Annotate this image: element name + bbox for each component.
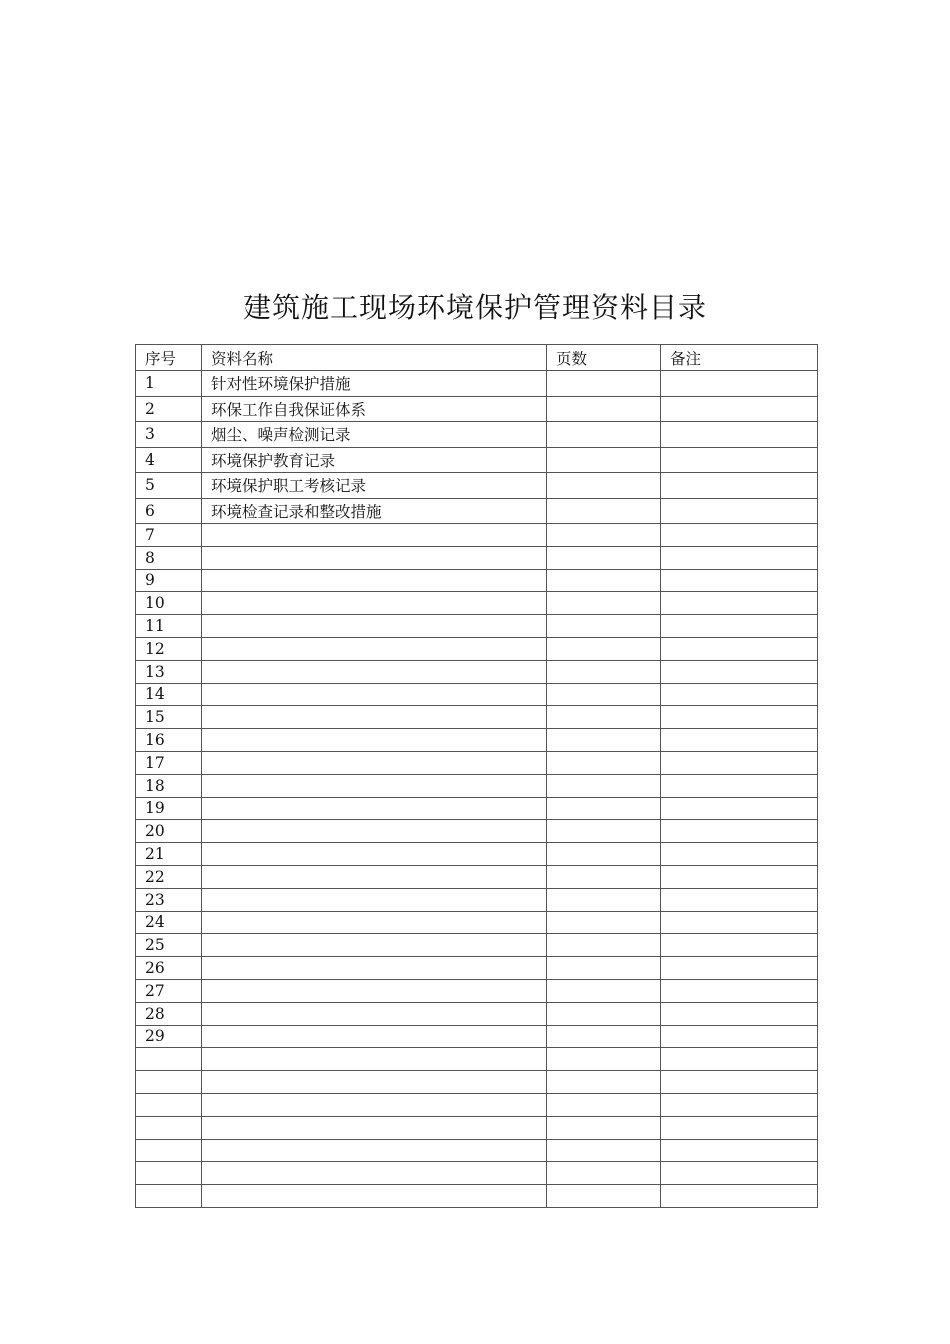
cell-name — [202, 1002, 547, 1025]
cell-remark — [661, 843, 818, 866]
cell-name — [202, 524, 547, 547]
cell-pages — [547, 371, 661, 397]
cell-pages — [547, 592, 661, 615]
cell-no: 1 — [136, 371, 202, 397]
cell-pages — [547, 637, 661, 660]
cell-no: 11 — [136, 615, 202, 638]
table-row — [136, 957, 818, 980]
cell-remark — [661, 774, 818, 797]
cell-name — [202, 592, 547, 615]
cell-remark — [661, 911, 818, 934]
cell-pages — [547, 524, 661, 547]
cell-no: 17 — [136, 751, 202, 774]
cell-name — [202, 774, 547, 797]
cell-pages — [547, 706, 661, 729]
table-row — [136, 473, 818, 499]
table-row — [136, 1093, 818, 1116]
cell-pages — [547, 865, 661, 888]
header-no: 序号 — [136, 345, 202, 371]
cell-name: 烟尘、噪声检测记录 — [202, 422, 547, 448]
cell-pages — [547, 888, 661, 911]
cell-no: 26 — [136, 957, 202, 980]
cell-name — [202, 1162, 547, 1185]
table-row — [136, 569, 818, 592]
cell-remark — [661, 957, 818, 980]
table-row — [136, 447, 818, 473]
table-row — [136, 371, 818, 397]
cell-name — [202, 979, 547, 1002]
table-row — [136, 888, 818, 911]
cell-name: 环境检查记录和整改措施 — [202, 498, 547, 524]
cell-remark — [661, 396, 818, 422]
cell-pages — [547, 473, 661, 499]
cell-no: 10 — [136, 592, 202, 615]
cell-remark — [661, 1185, 818, 1208]
cell-name — [202, 1116, 547, 1139]
cell-pages — [547, 957, 661, 980]
cell-no: 28 — [136, 1002, 202, 1025]
cell-remark — [661, 637, 818, 660]
cell-name — [202, 615, 547, 638]
cell-name: 环境保护教育记录 — [202, 447, 547, 473]
table-row — [136, 1025, 818, 1048]
cell-pages — [547, 751, 661, 774]
cell-remark — [661, 1048, 818, 1071]
cell-no: 4 — [136, 447, 202, 473]
cell-pages — [547, 1071, 661, 1094]
table-row — [136, 911, 818, 934]
table-row — [136, 498, 818, 524]
cell-remark — [661, 683, 818, 706]
cell-remark — [661, 1116, 818, 1139]
cell-remark — [661, 473, 818, 499]
cell-no — [136, 1093, 202, 1116]
header-name: 资料名称 — [202, 345, 547, 371]
cell-remark — [661, 1002, 818, 1025]
cell-no: 20 — [136, 820, 202, 843]
table-row — [136, 1139, 818, 1162]
cell-remark — [661, 371, 818, 397]
cell-remark — [661, 729, 818, 752]
cell-remark — [661, 546, 818, 569]
cell-name — [202, 569, 547, 592]
cell-remark — [661, 1025, 818, 1048]
cell-pages — [547, 569, 661, 592]
cell-pages — [547, 979, 661, 1002]
cell-pages — [547, 1139, 661, 1162]
cell-name: 环保工作自我保证体系 — [202, 396, 547, 422]
cell-pages — [547, 498, 661, 524]
cell-no: 3 — [136, 422, 202, 448]
cell-name — [202, 957, 547, 980]
cell-pages — [547, 820, 661, 843]
catalog-table — [135, 344, 818, 1208]
table-row — [136, 683, 818, 706]
cell-remark — [661, 865, 818, 888]
cell-pages — [547, 546, 661, 569]
cell-name — [202, 683, 547, 706]
table-row — [136, 615, 818, 638]
cell-no: 12 — [136, 637, 202, 660]
table-row — [136, 637, 818, 660]
cell-no: 15 — [136, 706, 202, 729]
cell-pages — [547, 396, 661, 422]
table-row — [136, 396, 818, 422]
cell-remark — [661, 797, 818, 820]
cell-pages — [547, 1116, 661, 1139]
cell-remark — [661, 706, 818, 729]
cell-pages — [547, 615, 661, 638]
cell-name — [202, 660, 547, 683]
cell-name — [202, 1185, 547, 1208]
cell-no — [136, 1139, 202, 1162]
cell-no: 6 — [136, 498, 202, 524]
table-row — [136, 797, 818, 820]
cell-remark — [661, 660, 818, 683]
cell-name — [202, 546, 547, 569]
cell-pages — [547, 1025, 661, 1048]
cell-pages — [547, 911, 661, 934]
table-row — [136, 1116, 818, 1139]
cell-remark — [661, 498, 818, 524]
table-row — [136, 774, 818, 797]
cell-no: 21 — [136, 843, 202, 866]
cell-remark — [661, 934, 818, 957]
cell-remark — [661, 1071, 818, 1094]
table-row — [136, 751, 818, 774]
cell-no — [136, 1116, 202, 1139]
cell-no: 5 — [136, 473, 202, 499]
cell-remark — [661, 592, 818, 615]
cell-no: 9 — [136, 569, 202, 592]
cell-remark — [661, 1162, 818, 1185]
cell-remark — [661, 751, 818, 774]
table-row — [136, 820, 818, 843]
table-row — [136, 1048, 818, 1071]
header-remark: 备注 — [661, 345, 818, 371]
cell-no: 13 — [136, 660, 202, 683]
table-row — [136, 1185, 818, 1208]
cell-name — [202, 843, 547, 866]
cell-name — [202, 865, 547, 888]
cell-pages — [547, 447, 661, 473]
cell-no — [136, 1071, 202, 1094]
cell-no: 18 — [136, 774, 202, 797]
cell-remark — [661, 524, 818, 547]
cell-no: 29 — [136, 1025, 202, 1048]
table-row — [136, 1071, 818, 1094]
cell-no — [136, 1185, 202, 1208]
cell-name — [202, 637, 547, 660]
cell-name — [202, 1139, 547, 1162]
table-row — [136, 843, 818, 866]
cell-no: 24 — [136, 911, 202, 934]
cell-name: 环境保护职工考核记录 — [202, 473, 547, 499]
cell-remark — [661, 820, 818, 843]
table-row — [136, 592, 818, 615]
cell-name — [202, 1093, 547, 1116]
cell-pages — [547, 729, 661, 752]
cell-name — [202, 1048, 547, 1071]
cell-no: 7 — [136, 524, 202, 547]
cell-pages — [547, 1162, 661, 1185]
cell-pages — [547, 934, 661, 957]
cell-name — [202, 1025, 547, 1048]
table-row — [136, 1002, 818, 1025]
cell-name — [202, 797, 547, 820]
cell-remark — [661, 422, 818, 448]
cell-pages — [547, 1093, 661, 1116]
cell-pages — [547, 683, 661, 706]
cell-no: 22 — [136, 865, 202, 888]
table-row — [136, 729, 818, 752]
cell-pages — [547, 797, 661, 820]
table-row — [136, 934, 818, 957]
table-row — [136, 706, 818, 729]
cell-no: 8 — [136, 546, 202, 569]
cell-pages — [547, 843, 661, 866]
cell-no: 19 — [136, 797, 202, 820]
cell-pages — [547, 660, 661, 683]
table-row — [136, 660, 818, 683]
table-row — [136, 546, 818, 569]
cell-name — [202, 706, 547, 729]
cell-no: 16 — [136, 729, 202, 752]
cell-name: 针对性环境保护措施 — [202, 371, 547, 397]
cell-name — [202, 820, 547, 843]
cell-no: 2 — [136, 396, 202, 422]
cell-pages — [547, 1048, 661, 1071]
cell-remark — [661, 1139, 818, 1162]
cell-remark — [661, 569, 818, 592]
cell-name — [202, 934, 547, 957]
table-row — [136, 524, 818, 547]
cell-remark — [661, 615, 818, 638]
cell-name — [202, 888, 547, 911]
cell-name — [202, 729, 547, 752]
cell-no — [136, 1162, 202, 1185]
table-row — [136, 979, 818, 1002]
cell-name — [202, 911, 547, 934]
cell-no: 14 — [136, 683, 202, 706]
table-body — [136, 371, 818, 1208]
header-pages: 页数 — [547, 345, 661, 371]
document-title: 建筑施工现场环境保护管理资料目录 — [242, 291, 707, 324]
cell-no — [136, 1048, 202, 1071]
table-header-row — [136, 345, 818, 371]
cell-pages — [547, 774, 661, 797]
cell-name — [202, 751, 547, 774]
cell-remark — [661, 979, 818, 1002]
table-row — [136, 422, 818, 448]
cell-remark — [661, 888, 818, 911]
table-row — [136, 1162, 818, 1185]
cell-no: 25 — [136, 934, 202, 957]
cell-remark — [661, 447, 818, 473]
table-row — [136, 865, 818, 888]
cell-no: 23 — [136, 888, 202, 911]
cell-no: 27 — [136, 979, 202, 1002]
cell-pages — [547, 422, 661, 448]
cell-name — [202, 1071, 547, 1094]
cell-pages — [547, 1185, 661, 1208]
cell-pages — [547, 1002, 661, 1025]
cell-remark — [661, 1093, 818, 1116]
